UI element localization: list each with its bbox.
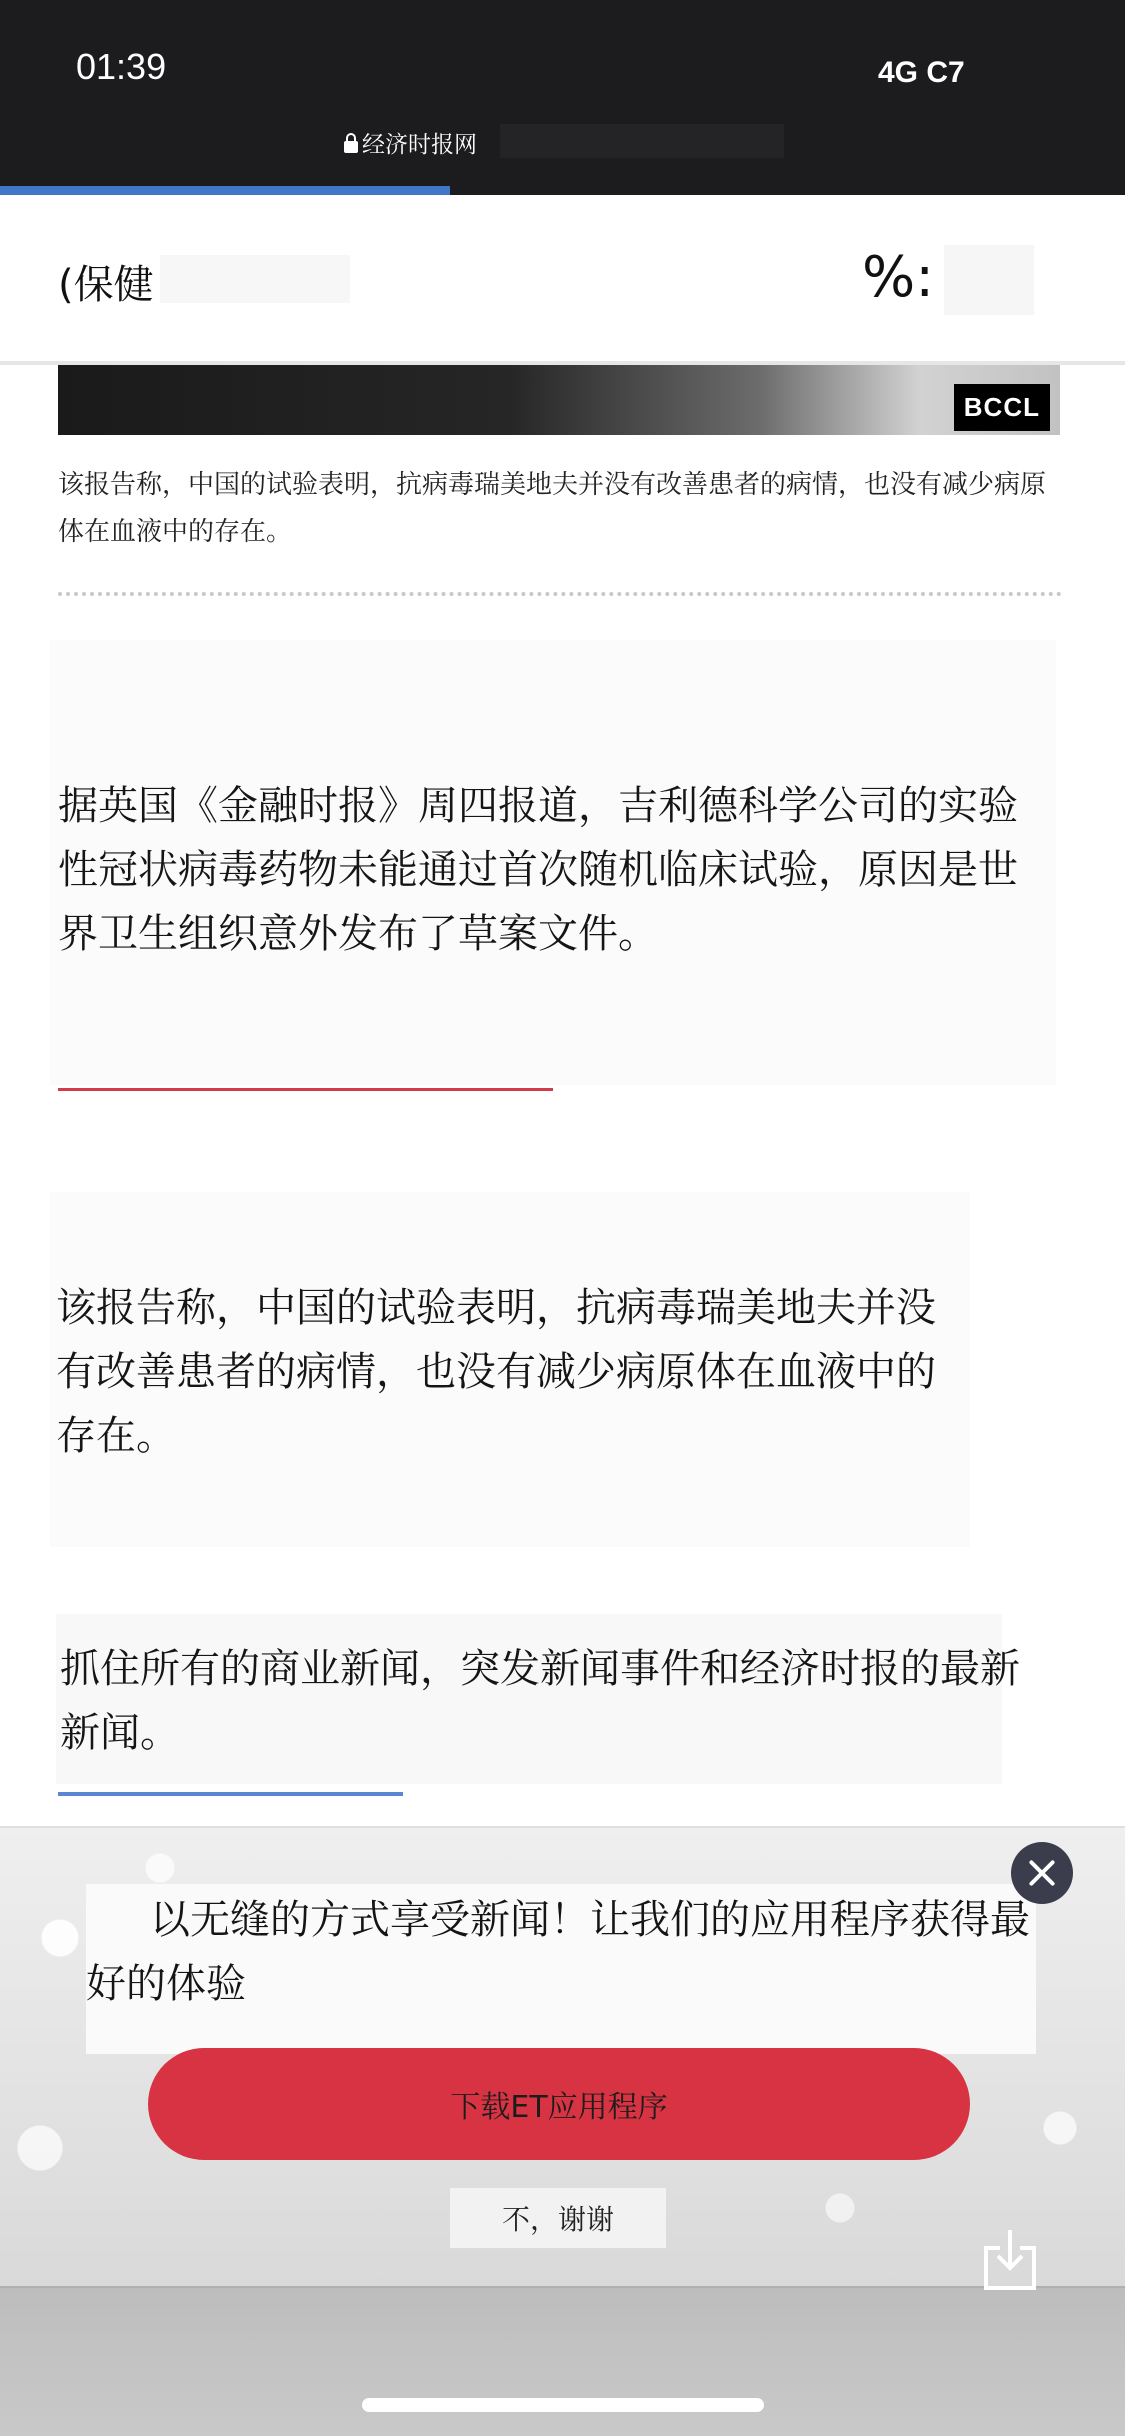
network-indicator: 4G C7 — [878, 56, 965, 89]
header-redaction-right — [944, 245, 1034, 315]
url-redaction — [500, 124, 784, 158]
url-text[interactable]: 经济时报网 — [362, 132, 477, 158]
article-lead-paragraph: 据英国《金融时报》周四报道，吉利德科学公司的实验性冠状病毒药物未能通过首次随机临床试验，原因是世界卫生组织意外发布了草案文件。 — [58, 783, 1018, 957]
home-indicator[interactable] — [362, 2398, 764, 2412]
site-header — [0, 195, 1125, 365]
image-credit-badge: BCCL — [954, 384, 1050, 431]
header-stat-label: %: — [862, 245, 935, 310]
header-redaction — [160, 255, 350, 303]
page-load-progress — [0, 186, 450, 195]
banner-message: 以无缝的方式享受新闻！让我们的应用程序获得最好的体验 — [86, 1897, 1030, 2007]
promo-paragraph: 抓住所有的商业新闻，突发新闻事件和经济时报的最新新闻。 — [60, 1646, 1020, 1756]
article-summary-paragraph: 该报告称，中国的试验表明，抗病毒瑞美地夫并没有改善患者的病情，也没有减少病原体在血液中的存在。 — [56, 1285, 936, 1459]
image-caption: 该报告称，中国的试验表明，抗病毒瑞美地夫并没有改善患者的病情，也没有减少病原体在血液中的存在。 — [58, 470, 1047, 547]
blue-divider — [58, 1792, 403, 1796]
article-image — [58, 365, 1060, 435]
share-icon[interactable] — [982, 2226, 1038, 2292]
app-install-banner — [0, 1826, 1125, 2286]
lock-icon — [344, 133, 358, 153]
status-time: 01:39 — [76, 46, 167, 87]
status-bar — [0, 0, 1125, 195]
close-icon — [1027, 1858, 1057, 1888]
dismiss-button[interactable]: 不，谢谢 — [450, 2188, 666, 2248]
url-bar[interactable] — [344, 126, 477, 159]
download-app-button[interactable]: 下载ET应用程序 — [148, 2048, 970, 2160]
dotted-divider — [58, 592, 1062, 596]
close-banner-button[interactable] — [1011, 1842, 1073, 1904]
bottom-toolbar — [0, 2286, 1125, 2436]
red-divider — [58, 1088, 553, 1091]
header-section-label[interactable]: (保健 — [58, 262, 154, 308]
